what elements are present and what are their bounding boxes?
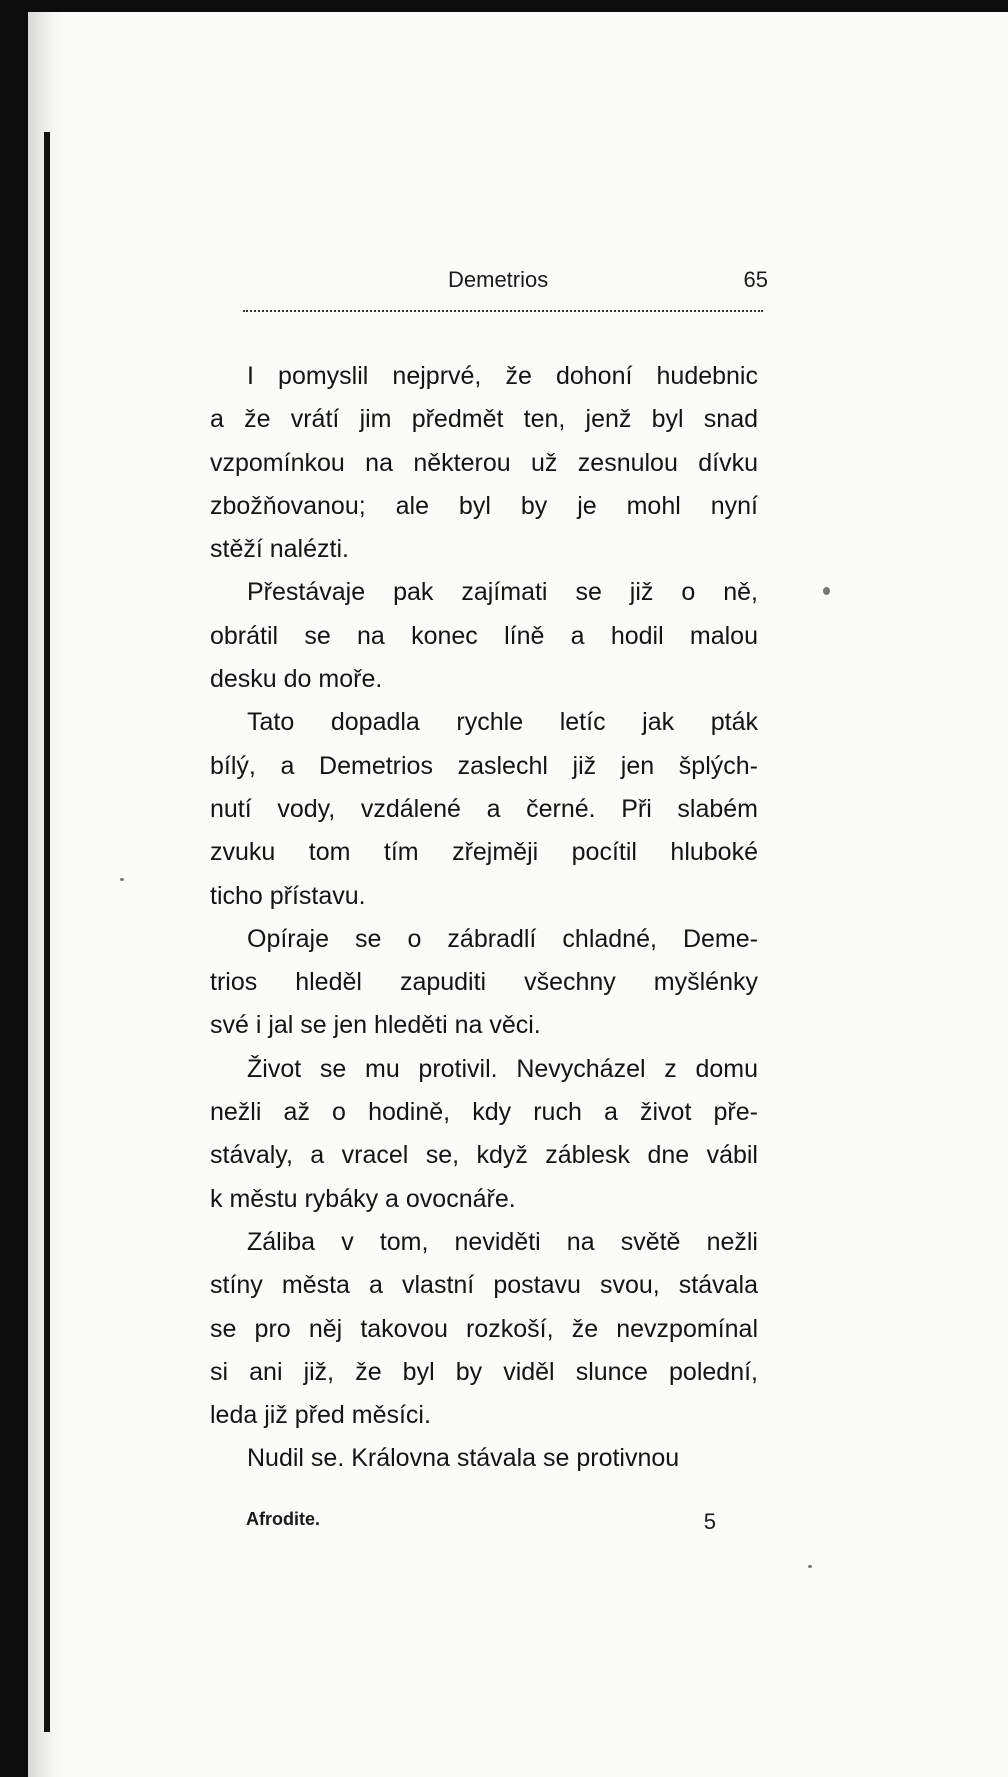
running-title: Demetrios [448, 267, 549, 292]
text-line: Život se mu protivil. Nevycházel z domu [247, 1054, 758, 1083]
text-line: Záliba v tom, neviděti na světě nežli [247, 1227, 758, 1256]
text-line: stávaly, a vracel se, když záblesk dne vábil [210, 1141, 758, 1170]
text-line: obrátil se na konec líně a hodil malou [210, 621, 758, 650]
text-line: leda již před měsíci. [210, 1401, 431, 1430]
signature-mark-label: Afrodite. [246, 1509, 320, 1529]
text-line: zbožňovanou; ale byl by je mohl nyní [210, 491, 758, 520]
text-line: nutí vody, vzdálené a černé. Při slabém [210, 794, 758, 823]
text-line: Nudil se. Královna stávala se protivnou [247, 1444, 680, 1473]
text-line: a že vrátí jim předmět ten, jenž byl snad [210, 405, 758, 434]
text-line: nežli až o hodině, kdy ruch a život pře- [210, 1098, 758, 1127]
page-number: 65 [743, 267, 768, 292]
text-line: k městu rybáky a ovocnáře. [210, 1184, 516, 1213]
text-line: vzpomínkou na některou už zesnulou dívku [210, 448, 758, 477]
body-text [210, 355, 758, 1481]
page-footer [246, 1509, 716, 1534]
text-line: trios hleděl zapuditi všechny myšlénky [210, 968, 758, 997]
text-line: Přestávaje pak zajímati se již o ně, [247, 578, 758, 607]
text-line: své i jal se jen hleděti na věci. [210, 1011, 541, 1040]
text-line: I pomyslil nejprvé, že dohoní hudebnic [247, 362, 758, 390]
book-spine [44, 132, 50, 1732]
text-line: Tato dopadla rychle letíc jak pták [247, 708, 758, 737]
text-line: se pro něj takovou rozkoší, že nevzpomínal [210, 1314, 758, 1343]
text-line: zvuku tom tím zřejměji pocítil hluboké [210, 838, 758, 867]
text-line: stíny města a vlastní postavu svou, stávala [210, 1271, 758, 1300]
header-rule [243, 310, 763, 312]
text-line: bílý, a Demetrios zaslechl již jen šplých- [210, 751, 758, 780]
text-line: desku do moře. [210, 665, 383, 694]
paper-speck [120, 878, 124, 881]
text-line: si ani již, že byl by viděl slunce polední, [210, 1357, 758, 1386]
book-page [28, 12, 1008, 1777]
paper-speck [808, 1565, 812, 1568]
text-line: Opíraje se o zábradlí chladné, Deme- [247, 924, 758, 953]
signature-number: 5 [703, 1509, 716, 1534]
page-header [238, 267, 768, 297]
text-line: stěží nalézti. [210, 535, 349, 564]
text-line: ticho přístavu. [210, 881, 366, 910]
paper-speck [823, 587, 830, 595]
